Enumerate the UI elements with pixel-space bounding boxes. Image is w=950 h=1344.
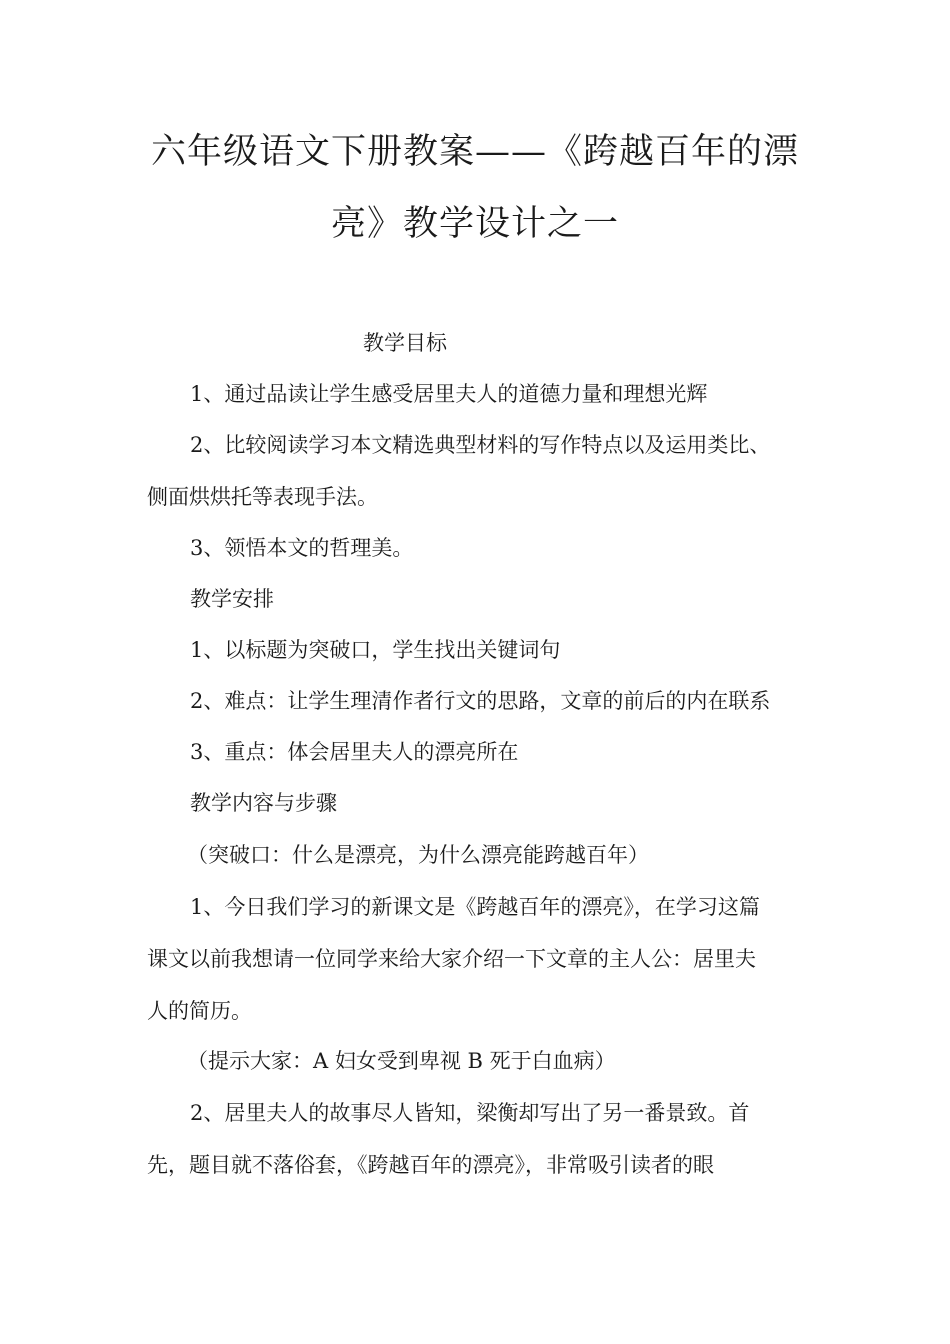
breakthrough-note: （突破口：什么是漂亮，为什么漂亮能跨越百年） bbox=[187, 843, 649, 867]
goal-3: 3、领悟本文的哲理美。 bbox=[190, 536, 414, 560]
document-title-line-1: 六年级语文下册教案——《跨越百年的漂 bbox=[150, 132, 799, 172]
arrangement-1: 1、以标题为突破口，学生找出关键词句 bbox=[190, 638, 561, 662]
arrangement-heading: 教学安排 bbox=[190, 587, 274, 611]
content-heading: 教学内容与步骤 bbox=[190, 791, 337, 815]
arrangement-2: 2、难点：让学生理清作者行文的思路，文章的前后的内在联系 bbox=[190, 689, 771, 713]
step-1-line-1: 1、今日我们学习的新课文是《跨越百年的漂亮》，在学习这篇 bbox=[190, 895, 760, 919]
hint-note: （提示大家：A 妇女受到卑视 B 死于白血病） bbox=[187, 1049, 616, 1073]
document-title-line-2: 亮》教学设计之一 bbox=[330, 204, 619, 244]
goals-heading: 教学目标 bbox=[363, 331, 447, 355]
step-2-line-1: 2、居里夫人的故事尽人皆知，梁衡却写出了另一番景致。首 bbox=[190, 1101, 750, 1125]
goal-1: 1、通过品读让学生感受居里夫人的道德力量和理想光辉 bbox=[190, 382, 708, 406]
step-1-line-2: 课文以前我想请一位同学来给大家介绍一下文章的主人公：居里夫 bbox=[147, 947, 756, 971]
arrangement-3: 3、重点：体会居里夫人的漂亮所在 bbox=[190, 740, 519, 764]
step-1-line-3: 人的简历。 bbox=[147, 999, 252, 1023]
goal-2-line-2: 侧面烘烘托等表现手法。 bbox=[147, 485, 378, 509]
step-2-line-2: 先，题目就不落俗套，《跨越百年的漂亮》，非常吸引读者的眼 bbox=[147, 1153, 714, 1177]
goal-2-line-1: 2、比较阅读学习本文精选典型材料的写作特点以及运用类比、 bbox=[190, 433, 771, 457]
